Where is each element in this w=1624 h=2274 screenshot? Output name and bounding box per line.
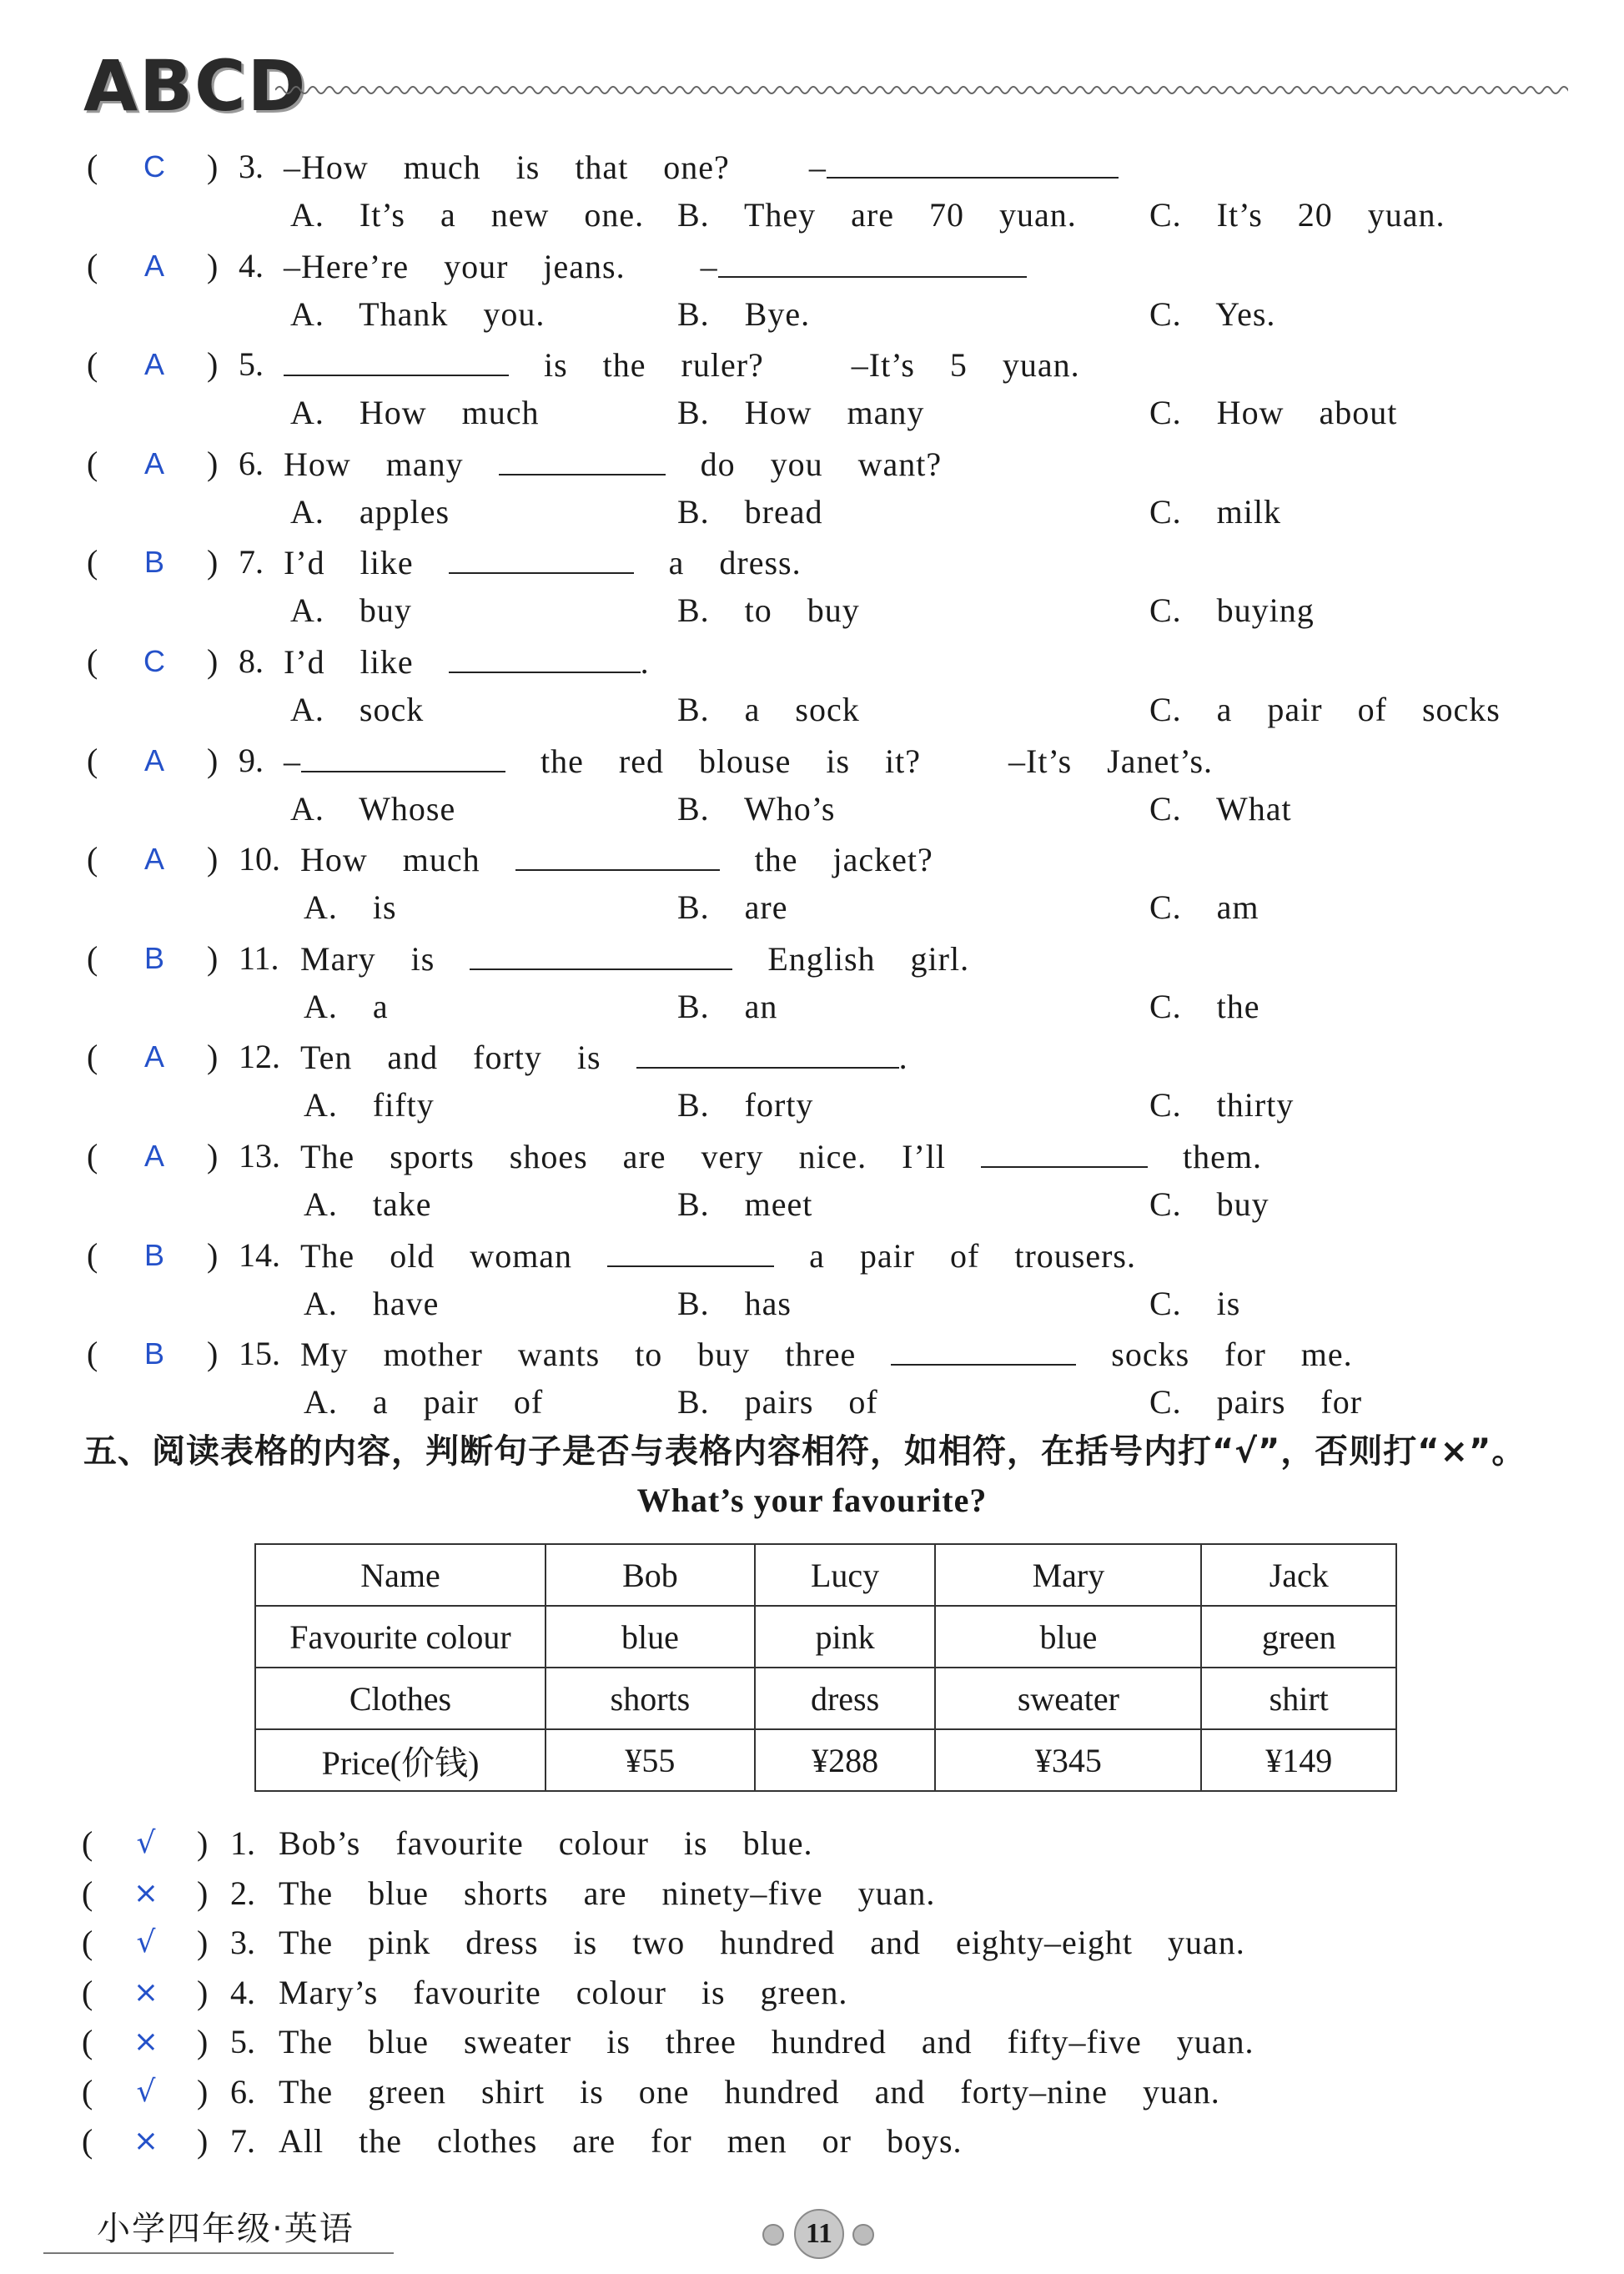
table-cell: blue xyxy=(546,1606,755,1668)
option-c: C. a pair of socks xyxy=(1149,691,1501,728)
answer-blank xyxy=(718,241,1027,278)
abcd-logo: ABCD xyxy=(83,45,308,127)
mark-paren-open: ( xyxy=(82,2072,93,2110)
question-stem xyxy=(284,241,1027,292)
option-a: A. a pair of xyxy=(304,1383,544,1421)
option-c: C. buy xyxy=(1149,1185,1270,1223)
stem-text-before: The sports shoes are very nice. I’ll xyxy=(300,1138,982,1175)
option-c: C. am xyxy=(1149,888,1259,927)
stem-text-before: I’d like xyxy=(284,544,449,582)
table-cell: shorts xyxy=(546,1668,755,1729)
answer-letter: A xyxy=(143,347,164,382)
stem-text-before: The old woman xyxy=(300,1236,608,1275)
table-cell: Bob xyxy=(546,1544,755,1606)
answer-paren-close: ) xyxy=(207,1235,219,1274)
judgment-number: 4. xyxy=(230,1973,255,2011)
section-five-title: 五、阅读表格的内容，判断句子是否与表格内容相符，如相符，在括号内打“√”，否则打“×”。 xyxy=(83,1432,1526,1471)
stem-text-after: a pair of trousers. xyxy=(774,1236,1136,1275)
judgment-text: The pink dress is two hundred and eighty–eight yuan. xyxy=(279,1924,1245,1961)
answer-paren-close: ) xyxy=(207,1038,219,1076)
judgment-row xyxy=(0,2116,1624,2166)
option-b: B. to buy xyxy=(677,591,860,630)
answer-blank xyxy=(827,142,1119,179)
question-number: 5. xyxy=(239,345,264,384)
answer-paren-open: ( xyxy=(87,246,98,284)
option-c: C. How about xyxy=(1149,394,1398,432)
stem-text-after: . xyxy=(898,1039,908,1077)
option-b: B. are xyxy=(677,888,788,927)
answer-paren-open: ( xyxy=(87,840,98,878)
page-dot-right xyxy=(852,2224,874,2246)
stem-text-after: the red blouse is it? –It’s Janet’s. xyxy=(505,742,1214,780)
answer-letter: A xyxy=(143,842,164,877)
mark-paren-close: ) xyxy=(197,2072,209,2110)
judgment-mark: √ xyxy=(136,2074,156,2109)
mark-paren-open: ( xyxy=(82,1874,93,1912)
question-row xyxy=(0,537,1624,587)
judgment-mark: × xyxy=(133,2124,159,2158)
answer-blank xyxy=(284,340,509,376)
question-stem xyxy=(300,933,969,984)
judgment-text: All the clothes are for men or boys. xyxy=(279,2122,963,2160)
judgment-text: The blue sweater is three hundred and fifty–five yuan. xyxy=(279,2023,1254,2060)
question-number: 13. xyxy=(239,1137,280,1175)
answer-letter: A xyxy=(143,1139,164,1173)
answer-letter: A xyxy=(143,248,164,283)
answer-blank xyxy=(449,537,634,574)
option-c: C. milk xyxy=(1149,492,1282,531)
question-number: 12. xyxy=(239,1038,280,1076)
judgment-row xyxy=(0,1918,1624,1968)
page-number-badge xyxy=(762,2207,871,2257)
answer-paren-open: ( xyxy=(87,444,98,482)
option-a: A. buy xyxy=(290,591,412,630)
table-cell: Jack xyxy=(1201,1544,1396,1606)
question-row xyxy=(0,1230,1624,1280)
judgment-mark: × xyxy=(133,1975,159,2010)
option-a: A. How much xyxy=(290,394,540,432)
stem-text-before: Mary is xyxy=(300,939,470,978)
option-c: C. Yes. xyxy=(1149,294,1276,333)
question-stem xyxy=(300,1131,1262,1182)
mark-paren-open: ( xyxy=(82,1924,93,1961)
answer-letter: B xyxy=(143,1237,164,1272)
stem-text-after: do you want? xyxy=(665,445,943,483)
option-c: C. is xyxy=(1149,1284,1241,1322)
answer-letter: B xyxy=(143,940,164,975)
question-number: 6. xyxy=(239,444,264,482)
stem-text-after: the jacket? xyxy=(719,841,933,879)
answer-blank xyxy=(449,636,641,673)
answer-paren-open: ( xyxy=(87,938,98,977)
mark-paren-close: ) xyxy=(197,1973,209,2011)
page-number: 11 xyxy=(794,2209,844,2259)
question-row xyxy=(0,439,1624,489)
table-cell: sweater xyxy=(935,1668,1201,1729)
question-stem xyxy=(284,439,942,490)
option-a: A. apples xyxy=(290,492,450,531)
stem-text-after: them. xyxy=(1148,1138,1263,1175)
stem-text-after: is the ruler? –It’s 5 yuan. xyxy=(509,346,1080,385)
answer-blank xyxy=(301,736,505,772)
question-row xyxy=(0,340,1624,390)
table-row xyxy=(255,1729,1396,1791)
judgment-text: The green shirt is one hundred and forty–nine yuan. xyxy=(279,2072,1220,2110)
question-number: 15. xyxy=(239,1335,280,1373)
answer-blank xyxy=(636,1032,899,1069)
stem-text-before: –Here’re your jeans. xyxy=(284,247,626,285)
judgment-number: 2. xyxy=(230,1874,255,1912)
option-c: C. buying xyxy=(1149,591,1315,630)
answer-paren-open: ( xyxy=(87,543,98,581)
judgment-text: Mary’s favourite colour is green. xyxy=(279,1973,848,2011)
judgment-mark: √ xyxy=(136,1826,156,1860)
answer-paren-close: ) xyxy=(207,1335,219,1373)
judgment-row xyxy=(0,1819,1624,1869)
table-cell: dress xyxy=(755,1668,935,1729)
table-title: What’s your favourite? xyxy=(636,1482,988,1519)
stem-text-after: English girl. xyxy=(732,939,970,978)
table-cell: ¥345 xyxy=(935,1729,1201,1791)
question-number: 14. xyxy=(239,1235,280,1274)
judgment-mark: √ xyxy=(136,1925,156,1960)
judgment-number: 7. xyxy=(230,2122,255,2160)
question-row xyxy=(0,834,1624,884)
mark-paren-close: ) xyxy=(197,1824,209,1862)
judgment-mark: × xyxy=(133,2025,159,2059)
judgment-number: 3. xyxy=(230,1924,255,1961)
question-stem xyxy=(300,1230,1136,1281)
table-cell: green xyxy=(1201,1606,1396,1668)
option-b: B. Who’s xyxy=(677,789,836,828)
table-cell: ¥55 xyxy=(546,1729,755,1791)
stem-text-before: –How much is that one? xyxy=(284,148,730,186)
option-b: B. has xyxy=(677,1284,792,1322)
answer-paren-close: ) xyxy=(207,741,219,779)
answer-paren-close: ) xyxy=(207,938,219,977)
answer-blank xyxy=(607,1230,774,1267)
option-b: B. How many xyxy=(677,394,925,432)
question-number: 4. xyxy=(239,246,264,284)
mark-paren-close: ) xyxy=(197,2023,209,2060)
answer-paren-close: ) xyxy=(207,1137,219,1175)
answer-paren-close: ) xyxy=(207,543,219,581)
answer-paren-open: ( xyxy=(87,345,98,384)
option-b: B. They are 70 yuan. xyxy=(677,196,1077,234)
row-header-cell: Name xyxy=(255,1544,546,1606)
judgment-number: 1. xyxy=(230,1824,255,1862)
option-a: A. take xyxy=(304,1185,432,1223)
judgment-text: Bob’s favourite colour is blue. xyxy=(279,1824,813,1862)
answer-letter: A xyxy=(143,1039,164,1074)
answer-letter: B xyxy=(143,1336,164,1371)
stem-text-before: I’d like xyxy=(284,643,449,681)
page-dot-left xyxy=(762,2224,784,2246)
table-cell: Lucy xyxy=(755,1544,935,1606)
question-number: 7. xyxy=(239,543,264,581)
answer-paren-open: ( xyxy=(87,1335,98,1373)
question-stem xyxy=(284,636,650,687)
book-label: 小学四年级·英语 xyxy=(97,2210,354,2248)
option-c: C. What xyxy=(1149,789,1292,828)
answer-blank xyxy=(470,933,732,970)
question-stem xyxy=(300,834,933,885)
mark-paren-open: ( xyxy=(82,1824,93,1862)
question-stem xyxy=(284,142,1119,193)
question-number: 3. xyxy=(239,148,264,185)
option-b: B. pairs of xyxy=(677,1383,878,1421)
stem-text-after: . xyxy=(640,643,650,681)
question-stem xyxy=(300,1032,908,1083)
stem-text-before: How many xyxy=(284,445,499,483)
stem-text-before: – xyxy=(284,742,301,780)
table-cell: ¥149 xyxy=(1201,1729,1396,1791)
mark-paren-open: ( xyxy=(82,1973,93,2011)
answer-paren-close: ) xyxy=(207,840,219,878)
mark-paren-open: ( xyxy=(82,2023,93,2060)
option-c: C. the xyxy=(1149,987,1260,1025)
question-number: 10. xyxy=(239,840,280,878)
option-a: A. sock xyxy=(290,691,425,728)
option-a: A. fifty xyxy=(304,1086,435,1124)
option-a: A. a xyxy=(304,987,389,1025)
answer-blank xyxy=(499,439,666,475)
option-c: C. thirty xyxy=(1149,1086,1295,1124)
table-cell: ¥288 xyxy=(755,1729,935,1791)
answer-paren-close: ) xyxy=(207,148,219,185)
question-row xyxy=(0,1032,1624,1082)
answer-paren-open: ( xyxy=(87,1137,98,1175)
mark-paren-close: ) xyxy=(197,2122,209,2160)
question-stem xyxy=(284,340,1080,390)
option-b: B. an xyxy=(677,987,778,1025)
option-a: A. It’s a new one. xyxy=(290,196,645,234)
stem-text-before: My mother wants to buy three xyxy=(300,1336,892,1374)
row-header-cell: Clothes xyxy=(255,1668,546,1729)
mark-paren-open: ( xyxy=(82,2122,93,2160)
table-cell: pink xyxy=(755,1606,935,1668)
answer-letter: C xyxy=(143,644,165,678)
option-b: B. meet xyxy=(677,1185,813,1223)
judgment-row xyxy=(0,1968,1624,2018)
answer-blank xyxy=(515,834,720,871)
answer-paren-close: ) xyxy=(207,345,219,384)
answer-paren-close: ) xyxy=(207,444,219,482)
answer-letter: A xyxy=(143,445,164,480)
stem-text-after: socks for me. xyxy=(1076,1336,1353,1374)
question-row xyxy=(0,933,1624,984)
stem-text-before: Ten and forty is xyxy=(300,1039,636,1077)
stem-text-before: How much xyxy=(300,841,515,879)
row-header-cell: Price(价钱) xyxy=(255,1729,546,1791)
judgment-row xyxy=(0,2067,1624,2117)
question-row xyxy=(0,1329,1624,1379)
answer-paren-open: ( xyxy=(87,1235,98,1274)
answer-letter: A xyxy=(143,742,164,777)
option-a: A. is xyxy=(304,888,397,927)
question-number: 8. xyxy=(239,642,264,680)
option-b: B. a sock xyxy=(677,691,860,728)
question-row xyxy=(0,736,1624,786)
option-b: B. Bye. xyxy=(677,294,811,333)
stem-prefix: – xyxy=(808,148,827,186)
table-row xyxy=(255,1606,1396,1668)
judgment-number: 6. xyxy=(230,2072,255,2110)
footer-divider xyxy=(43,2252,394,2254)
answer-blank xyxy=(891,1329,1076,1366)
answer-paren-close: ) xyxy=(207,246,219,284)
judgment-row xyxy=(0,2017,1624,2067)
question-row xyxy=(0,142,1624,192)
option-a: A. have xyxy=(304,1284,440,1322)
table-row xyxy=(255,1668,1396,1729)
mark-paren-close: ) xyxy=(197,1874,209,1912)
question-number: 11. xyxy=(239,938,279,977)
judgment-row xyxy=(0,1869,1624,1919)
table-cell: Mary xyxy=(935,1544,1201,1606)
table-cell: blue xyxy=(935,1606,1201,1668)
answer-letter: B xyxy=(143,545,164,580)
stem-prefix: – xyxy=(700,247,718,285)
question-number: 9. xyxy=(239,741,264,779)
mark-paren-close: ) xyxy=(197,1924,209,1961)
judgment-mark: × xyxy=(133,1875,159,1910)
option-b: B. bread xyxy=(677,492,823,531)
judgment-number: 5. xyxy=(230,2023,255,2060)
question-stem xyxy=(284,736,1213,787)
question-row xyxy=(0,636,1624,687)
option-a: A. Whose xyxy=(290,789,456,828)
answer-paren-open: ( xyxy=(87,1038,98,1076)
answer-paren-close: ) xyxy=(207,642,219,680)
answer-paren-open: ( xyxy=(87,642,98,680)
table-cell: shirt xyxy=(1201,1668,1396,1729)
option-c: C. pairs for xyxy=(1149,1383,1363,1421)
option-b: B. forty xyxy=(677,1086,814,1124)
favourite-table xyxy=(254,1543,1397,1792)
question-stem xyxy=(284,537,802,588)
question-row xyxy=(0,241,1624,291)
judgment-text: The blue shorts are ninety–five yuan. xyxy=(279,1874,936,1912)
row-header-cell: Favourite colour xyxy=(255,1606,546,1668)
question-row xyxy=(0,1131,1624,1181)
answer-letter: C xyxy=(143,149,165,184)
question-stem xyxy=(300,1329,1353,1380)
answer-paren-open: ( xyxy=(87,741,98,779)
answer-paren-open: ( xyxy=(87,148,98,185)
table-row xyxy=(255,1544,1396,1606)
option-a: A. Thank you. xyxy=(290,294,546,333)
stem-text-after: a dress. xyxy=(633,544,802,582)
page-header xyxy=(83,45,1568,127)
option-c: C. It’s 20 yuan. xyxy=(1149,196,1446,234)
wavy-divider xyxy=(275,82,1568,98)
answer-blank xyxy=(981,1131,1148,1168)
